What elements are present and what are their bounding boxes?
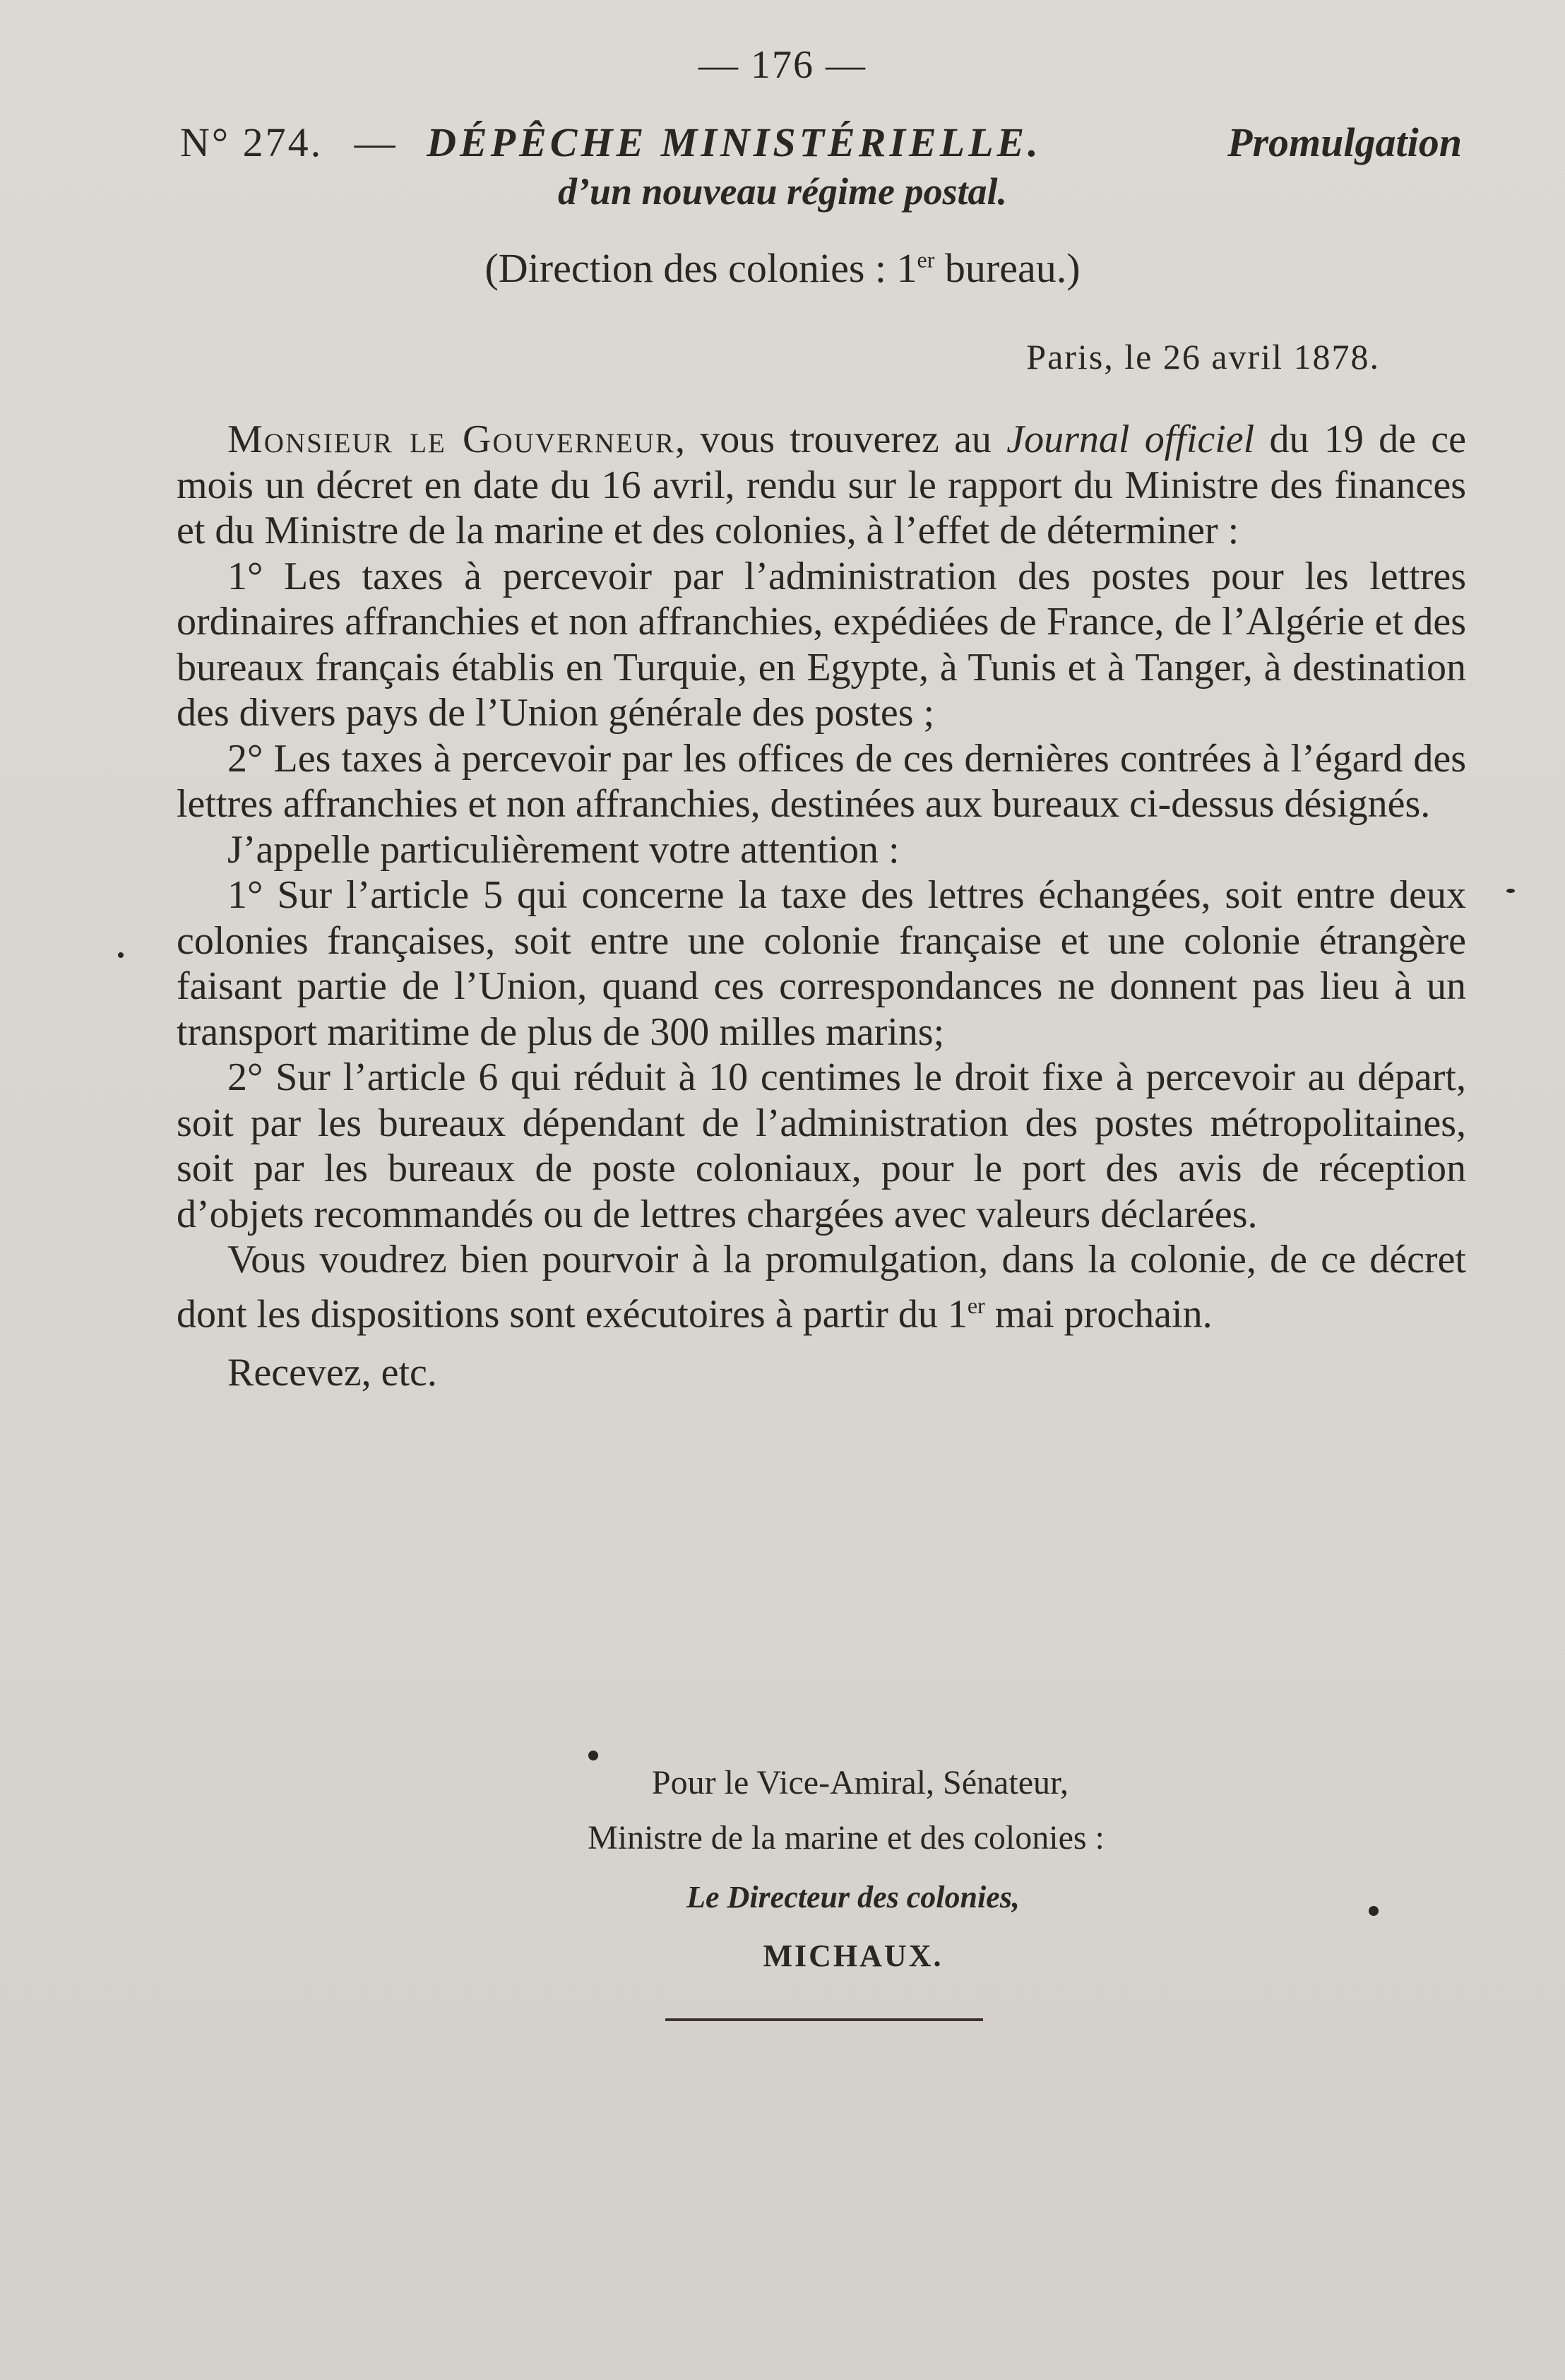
- ink-speck: [1506, 889, 1515, 893]
- promulgation-superscript: er: [967, 1292, 985, 1318]
- dispatch-subject-line1: Promulgation: [1227, 119, 1462, 165]
- dispatch-type: DÉPÊCHE MINISTÉRIELLE.: [427, 119, 1042, 165]
- intro-text-a: , vous trouverez au: [674, 418, 1007, 461]
- promulgation-paragraph: [177, 1237, 1466, 1337]
- signature-line-2: Ministre de la marine et des colonies :: [588, 1819, 1105, 1857]
- direction-bureau: bureau.): [934, 245, 1081, 291]
- dispatch-heading: [180, 119, 1462, 166]
- salutation: Monsieur le Gouverneur: [227, 418, 675, 461]
- item-2: 2° Les taxes à percevoir par les offices de ces dernières contrées à l’égard des lettres affranchies et non affranchies, destinées aux bureaux ci-dessus désignés.: [177, 736, 1466, 826]
- journal-title: Journal officiel: [1006, 418, 1255, 461]
- signature-line-1: Pour le Vice-Amiral, Sénateur,: [651, 1764, 1069, 1801]
- ink-speck: [118, 952, 124, 958]
- article-6-paragraph: 2° Sur l’article 6 qui réduit à 10 centimes le droit fixe à percevoir au départ, soit par les bureaux dépendant de l’administration des postes métropolitaines, soit par les bureaux de poste coloniaux, pour le port des avis de réception d’objets recommandés ou de lettres chargées avec valeurs déclarées.: [177, 1055, 1466, 1236]
- article-5-paragraph: 1° Sur l’article 5 qui concerne la taxe des lettres échangées, soit entre deux colonies françaises, soit entre une colonie française et une colonie étrangère faisant partie de l’Union, quand ces correspondances ne donnent pas lieu à un transport maritime de plus de 300 milles marins;: [177, 873, 1466, 1054]
- attention-paragraph: J’appelle particulièrement votre attention :: [227, 827, 900, 872]
- signature-line-3: Le Directeur des colonies,: [686, 1880, 1020, 1914]
- intro-paragraph: [177, 417, 1466, 554]
- dateline: Paris, le 26 avril 1878.: [1026, 337, 1380, 377]
- direction-text: (Direction des colonies : 1: [484, 245, 917, 291]
- signatory-name: MICHAUX.: [763, 1938, 944, 1973]
- ink-speck: [588, 1751, 598, 1760]
- dispatch-number: N° 274.: [180, 119, 323, 165]
- closing-rule: [665, 2018, 983, 2021]
- direction-line: [0, 244, 1565, 292]
- closing-formula: Recevez, etc.: [227, 1350, 437, 1395]
- promulgation-text-a: Vous voudrez bien pourvoir à la promulgation, dans la colonie, de ce décret dont les dispositions sont exécutoires à partir du 1: [177, 1238, 1466, 1337]
- ink-speck: [1369, 1906, 1379, 1916]
- letter-body: [177, 417, 1466, 1395]
- intro-text-b: du 19 de ce mois un décret en date du 16 avril, rendu sur le rapport du Ministre des finances et du Ministre de la marine et des colonies, à l’effet de déterminer :: [177, 418, 1466, 552]
- direction-superscript: er: [917, 247, 935, 273]
- page-number: — 176 —: [698, 43, 867, 87]
- promulgation-text-b: mai prochain.: [984, 1292, 1213, 1337]
- dispatch-subject-line2: d’un nouveau régime postal.: [557, 170, 1008, 213]
- item-1: 1° Les taxes à percevoir par l’administration des postes pour les lettres ordinaires affranchies et non affranchies, expédiées de France, de l’Algérie et des bureaux français établis en Turquie, en Egypte, à Tunis et à Tanger, à destination des divers pays de l’Union générale des postes ;: [177, 554, 1466, 735]
- heading-dash: —: [354, 119, 395, 165]
